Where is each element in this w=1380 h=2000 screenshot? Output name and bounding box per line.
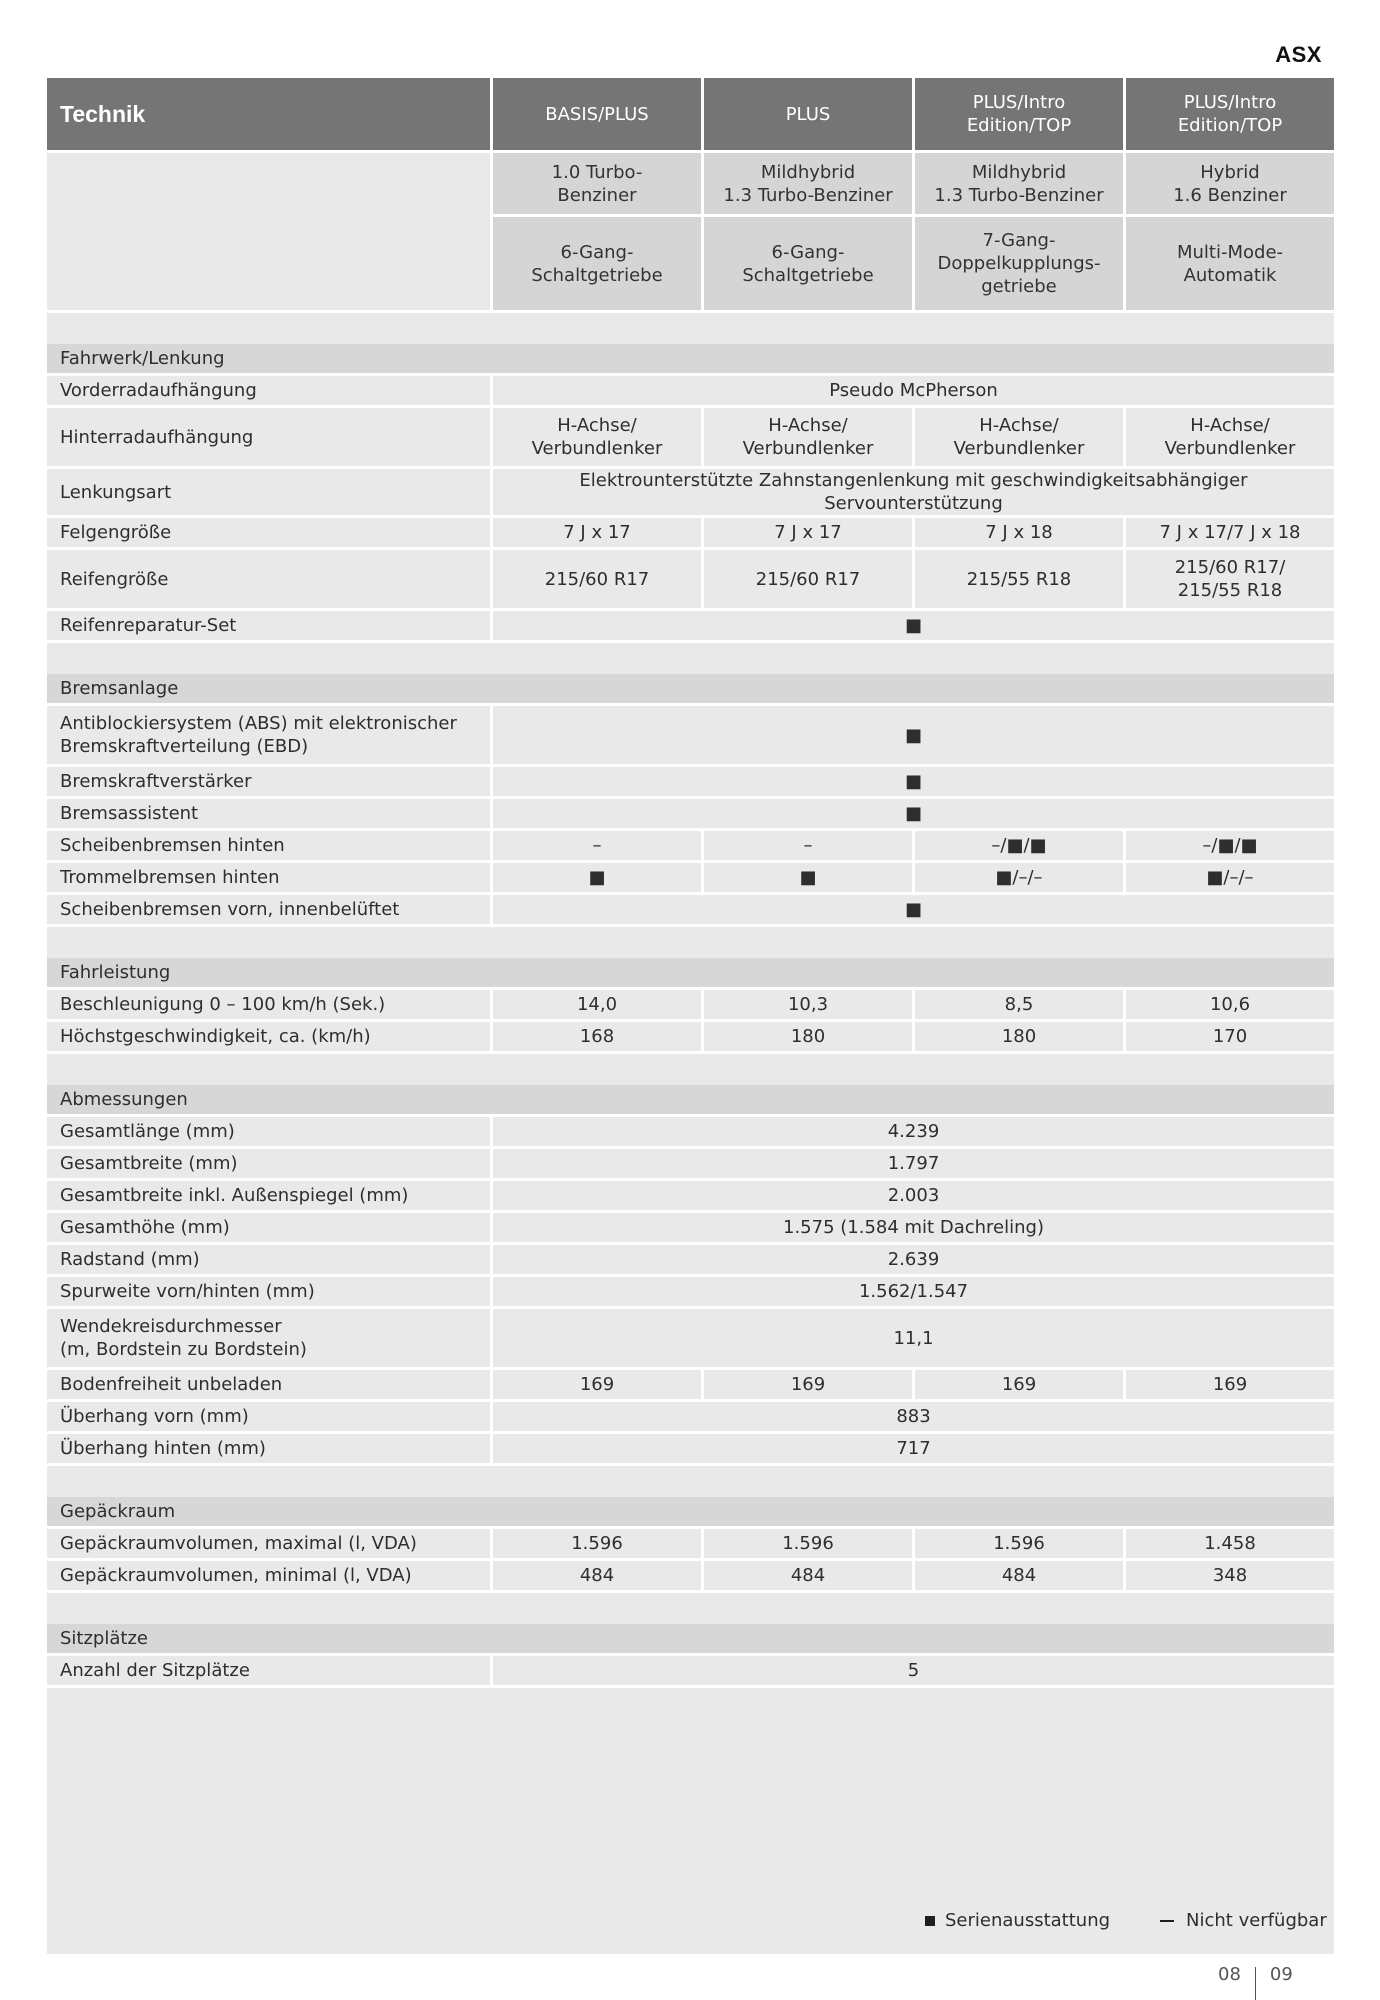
spec-value: 7 J x 17 [701,515,912,547]
page-numbers [1218,1957,1293,1991]
gearbox-line: 6-Gang- [771,241,845,263]
spec-value: Pseudo McPherson [490,373,1334,405]
spec-value: 169 [912,1367,1123,1399]
spec-value: 1.458 [1123,1526,1334,1558]
spec-label: Überhang vorn (mm) [47,1399,490,1431]
spec-value: 484 [701,1558,912,1590]
section-title: Abmessungen [47,1085,1334,1114]
spec-value: 1.596 [912,1526,1123,1558]
spec-value: 168 [490,1019,701,1051]
spec-value: 180 [912,1019,1123,1051]
spec-label: Wendekreisdurchmesser (m, Bordstein zu Bordstein) [47,1306,490,1367]
spec-label: Hinterradaufhängung [47,405,490,466]
filler-cell [47,1685,1334,1937]
spec-value: 348 [1123,1558,1334,1590]
gearbox-line: Schaltgetriebe [742,264,874,286]
spec-value: 215/60 R17 [701,547,912,608]
spec-label: Gesamthöhe (mm) [47,1210,490,1242]
spec-value: 1.797 [490,1146,1334,1178]
spec-row [47,828,1334,860]
spec-value: –/■/■ [1123,828,1334,860]
spec-value: 215/60 R17 [490,547,701,608]
spec-label: Antiblockiersystem (ABS) mit elektronischer Bremskraftverteilung (EBD) [47,703,490,764]
spec-value: 2.003 [490,1178,1334,1210]
engine-line: Mildhybrid [760,161,856,183]
spec-value: 1.562/1.547 [490,1274,1334,1306]
section-spacer [47,310,1334,344]
filled-square-icon [925,1916,935,1926]
page-number-right: 09 [1269,1963,1293,1985]
gearbox-line: 7-Gang- [982,230,1056,251]
spec-row [47,373,1334,405]
variant-header: PLUS [701,78,912,150]
table-filler [47,1685,1334,1937]
spec-value: Elektrounterstützte Zahnstangenlenkung mit geschwindigkeitsabhängiger Servounterstützung [490,466,1334,515]
spec-row [47,1653,1334,1685]
gearbox-line: Doppelkupplungs- [937,253,1101,274]
spec-row [47,405,1334,466]
dash-icon [1160,1920,1174,1922]
legend [925,1910,1327,1931]
spec-value: –/■/■ [912,828,1123,860]
section-header [47,674,1334,703]
engine-line: 1.0 Turbo- [551,161,643,183]
spec-label: Gepäckraumvolumen, maximal (l, VDA) [47,1526,490,1558]
spec-value: – [490,828,701,860]
spec-value: 4.239 [490,1114,1334,1146]
legend-unavailable [1160,1910,1327,1931]
spec-value: ■/–/– [1123,860,1334,892]
spec-value: 169 [1123,1367,1334,1399]
spacer-cell [47,640,1334,674]
spacer-cell [47,924,1334,958]
spec-row [47,1114,1334,1146]
spec-row [47,1558,1334,1590]
blank-cell [47,150,490,310]
spacer-cell [47,1463,1334,1497]
section-header [47,1085,1334,1114]
spec-label: Gepäckraumvolumen, minimal (l, VDA) [47,1558,490,1590]
section-spacer [47,924,1334,958]
spec-label: Reifengröße [47,547,490,608]
spec-row [47,1210,1334,1242]
spec-label: Radstand (mm) [47,1242,490,1274]
spec-value: 484 [912,1558,1123,1590]
gearbox-line: Automatik [1183,264,1277,286]
spec-label: Spurweite vorn/hinten (mm) [47,1274,490,1306]
spec-row [47,547,1334,608]
spec-label: Bremskraftverstärker [47,764,490,796]
spec-value: ■ [490,860,701,892]
spec-value: 717 [490,1431,1334,1463]
legend-unavailable-label: Nicht verfügbar [1186,1910,1327,1931]
gearbox-line: 6-Gang- [560,241,634,263]
spec-value: 11,1 [490,1306,1334,1367]
spec-row [47,1178,1334,1210]
spec-value: 2.639 [490,1242,1334,1274]
engine-line: Hybrid [1200,161,1260,183]
spec-value: 169 [490,1367,701,1399]
spec-value: 215/55 R18 [912,547,1123,608]
page-divider [1255,1967,1256,2000]
spec-row [47,1242,1334,1274]
spec-value: H-Achse/ Verbundlenker [701,405,912,466]
spec-label: Scheibenbremsen vorn, innenbelüftet [47,892,490,924]
spec-label: Höchstgeschwindigkeit, ca. (km/h) [47,1019,490,1051]
table-title: Technik [47,78,490,150]
spec-row [47,1526,1334,1558]
spacer-cell [47,1590,1334,1624]
section-header [47,958,1334,987]
section-title: Gepäckraum [47,1497,1334,1526]
spec-value: 169 [701,1367,912,1399]
spec-label: Überhang hinten (mm) [47,1431,490,1463]
spec-value: 1.596 [701,1526,912,1558]
spec-label: Reifenreparatur-Set [47,608,490,640]
spec-value: H-Achse/ Verbundlenker [912,405,1123,466]
spec-row [47,703,1334,764]
gearbox-cell [912,214,1123,310]
spec-label: Beschleunigung 0 – 100 km/h (Sek.) [47,987,490,1019]
spec-value: 1.596 [490,1526,701,1558]
header-row [47,78,1334,150]
spec-value: 7 J x 17 [490,515,701,547]
engine-line: 1.6 Benziner [1173,184,1287,206]
spec-value: 484 [490,1558,701,1590]
section-spacer [47,1463,1334,1497]
spec-value: 7 J x 17/7 J x 18 [1123,515,1334,547]
spec-row [47,1306,1334,1367]
spec-value: ■ [490,608,1334,640]
spec-value: 170 [1123,1019,1334,1051]
spec-label: Vorderradaufhängung [47,373,490,405]
spec-value: ■ [701,860,912,892]
section-header [47,1497,1334,1526]
spec-value: – [701,828,912,860]
engine-line: 1.3 Turbo-Benziner [723,184,893,206]
gearbox-line: Multi-Mode- [1176,241,1284,263]
spec-label: Gesamtbreite (mm) [47,1146,490,1178]
spacer-cell [47,310,1334,344]
section-spacer [47,1590,1334,1624]
legend-standard-label: Serienausstattung [945,1910,1111,1931]
gearbox-line: getriebe [981,276,1057,297]
section-title: Fahrwerk/Lenkung [47,344,1334,373]
spec-value: ■ [490,796,1334,828]
spec-value: ■ [490,892,1334,924]
spec-label: Anzahl der Sitzplätze [47,1653,490,1685]
spec-value: H-Achse/ Verbundlenker [490,405,701,466]
spec-value: 14,0 [490,987,701,1019]
spec-label: Gesamtlänge (mm) [47,1114,490,1146]
gearbox-line: Schaltgetriebe [531,264,663,286]
spec-row [47,764,1334,796]
section-spacer [47,1051,1334,1085]
spec-row [47,466,1334,515]
legend-standard [925,1910,1110,1931]
spec-value: ■ [490,764,1334,796]
model-name: ASX [1275,42,1322,67]
section-spacer [47,640,1334,674]
engine-line: Mildhybrid [971,161,1067,183]
spec-row [47,1274,1334,1306]
section-header [47,1624,1334,1653]
gearbox-cell [490,214,701,310]
spec-row [47,796,1334,828]
engine-cell [701,150,912,214]
spec-label: Bremsassistent [47,796,490,828]
spec-label: Felgengröße [47,515,490,547]
spec-row [47,1431,1334,1463]
spec-row [47,860,1334,892]
spec-row [47,1146,1334,1178]
spec-row [47,608,1334,640]
spec-value: 10,3 [701,987,912,1019]
spec-value: 7 J x 18 [912,515,1123,547]
engine-line: Benziner [557,184,637,206]
gearbox-cell [1123,214,1334,310]
variant-header: BASIS/PLUS [490,78,701,150]
spec-value: 215/60 R17/ 215/55 R18 [1123,547,1334,608]
spec-value: 883 [490,1399,1334,1431]
spec-row [47,892,1334,924]
spec-row [47,1399,1334,1431]
spec-table [47,78,1334,1937]
engine-cell [490,150,701,214]
spec-row [47,515,1334,547]
spec-label: Gesamtbreite inkl. Außenspiegel (mm) [47,1178,490,1210]
engine-line: 1.3 Turbo-Benziner [934,184,1104,206]
spec-value: ■/–/– [912,860,1123,892]
spec-value: 8,5 [912,987,1123,1019]
spec-row [47,987,1334,1019]
spec-value: ■ [490,703,1334,764]
spec-value: 1.575 (1.584 mit Dachreling) [490,1210,1334,1242]
spec-label: Scheibenbremsen hinten [47,828,490,860]
spec-row [47,1019,1334,1051]
spacer-cell [47,1051,1334,1085]
section-title: Sitzplätze [47,1624,1334,1653]
spec-value: 180 [701,1019,912,1051]
spec-label: Bodenfreiheit unbeladen [47,1367,490,1399]
spec-value: 10,6 [1123,987,1334,1019]
section-title: Fahrleistung [47,958,1334,987]
section-header [47,344,1334,373]
variant-header: PLUS/Intro Edition/TOP [912,78,1123,150]
variant-header: PLUS/Intro Edition/TOP [1123,78,1334,150]
engine-cell [1123,150,1334,214]
engine-row [47,150,1334,214]
spec-row [47,1367,1334,1399]
engine-cell [912,150,1123,214]
spec-value: 5 [490,1653,1334,1685]
spec-label: Lenkungsart [47,466,490,515]
spec-value: H-Achse/ Verbundlenker [1123,405,1334,466]
page-number-left: 08 [1218,1963,1241,1985]
spec-label: Trommelbremsen hinten [47,860,490,892]
section-title: Bremsanlage [47,674,1334,703]
gearbox-cell [701,214,912,310]
